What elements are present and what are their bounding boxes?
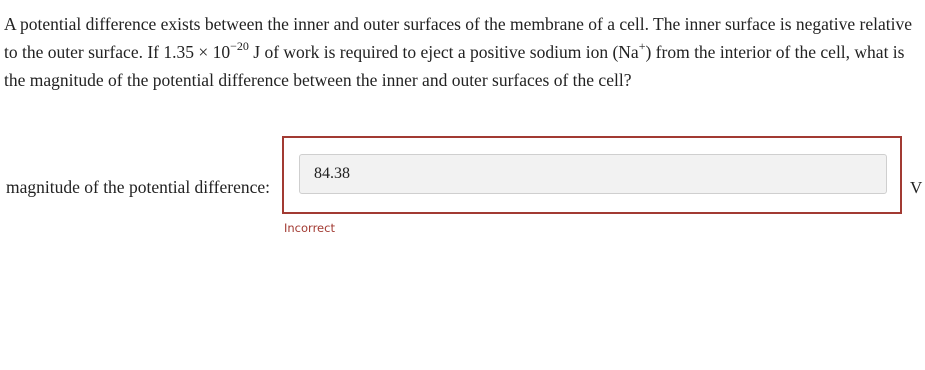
question-text [4, 10, 919, 94]
unit-label: V [910, 178, 923, 197]
question-part-1: A potential difference exists between the inner and outer surfaces of the membrane of a cell. The inner surface is negative relative to the outer surface. If 1.35 × 10 [4, 14, 913, 62]
feedback-incorrect: Incorrect [284, 221, 335, 235]
answer-box [282, 136, 902, 214]
answer-input[interactable] [299, 154, 887, 194]
question-part-3: ) from the interior of the cell, what is the magnitude of the potential difference between the inner and outer surfaces of the cell? [4, 42, 905, 90]
answer-label: magnitude of the potential difference: [6, 177, 271, 197]
ion-charge: + [638, 39, 646, 54]
question-part-2: J of work is required to eject a positive sodium ion (Na [248, 42, 639, 62]
exponent: −20 [230, 39, 249, 54]
